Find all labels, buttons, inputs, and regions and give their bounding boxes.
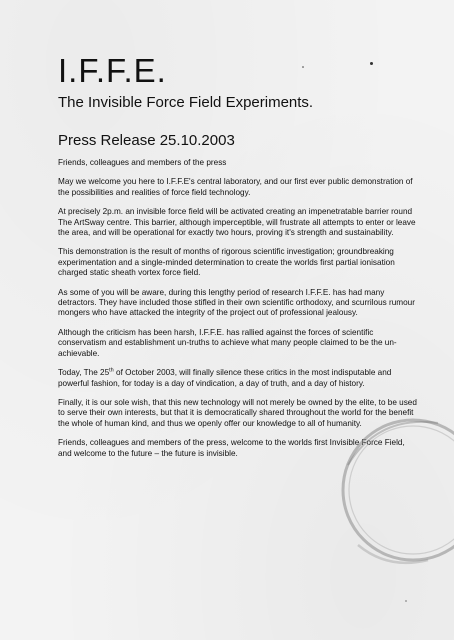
press-release-body [58, 52, 418, 459]
paragraph-criticism: Although the criticism has been harsh, I.F.F.E. has rallied against the forces of scientific conservatism and establishment un-truths to achieve what many people claimed to be the un-achievable. [58, 327, 397, 358]
ink-speck [405, 600, 407, 602]
today-text-start: Today, The 25 [58, 368, 110, 378]
page-subtitle: The Invisible Force Field Experiments. [58, 94, 314, 111]
paragraph-today [58, 368, 418, 389]
ink-speck [302, 66, 304, 68]
paragraph-welcome: May we welcome you here to I.F.F.E's central laboratory, and our first ever public demonstration of the possibilities and realities of force field technology. [58, 177, 413, 197]
paragraph-sharing: Finally, it is our sole wish, that this new technology will not merely be owned by the elite, to be used to serve their own interests, but that it is democratically shared throughout the world for the benefit the whole of human kind, and thus we openly offer our knowledge to all of humanity. [58, 397, 417, 428]
release-heading: Press Release 25.10.2003 [58, 132, 235, 149]
paragraph-detractors: As some of you will be aware, during this lengthy period of research I.F.F.E. has had many detractors. They have included those stifled in their own scientific orthodoxy, and scurrilous rumour mongers who have attacked the integrity of the project out of professional jealousy. [58, 287, 415, 318]
today-text-end: of October 2003, will finally silence these critics in the most indisputable and powerful fashion, for today is a day of vindication, a day of truth, and a day of history. [58, 368, 392, 388]
paragraph-research: This demonstration is the result of months of rigorous scientific investigation; groundbreaking experimentation and a single-minded determination to create the worlds first partial ionisation charged static sheath vortex force field. [58, 247, 395, 278]
page-title: I.F.F.E. [58, 52, 167, 89]
ink-speck [370, 62, 373, 65]
paragraph-closing: Friends, colleagues and members of the press, welcome to the worlds first Invisible Force Field, and welcome to the future – the future is invisible. [58, 438, 405, 458]
paragraph-activation: At precisely 2p.m. an invisible force field will be activated creating an impenetratable barrier round The ArtSway centre. This barrier, although imperceptible, will frustrate all attempts to enter or leave the area, and will be operational for exactly two hours, proving it's strength and sustainability. [58, 207, 416, 238]
date-ordinal-suffix: th [109, 367, 114, 374]
paragraph-greeting: Friends, colleagues and members of the press [58, 158, 227, 167]
